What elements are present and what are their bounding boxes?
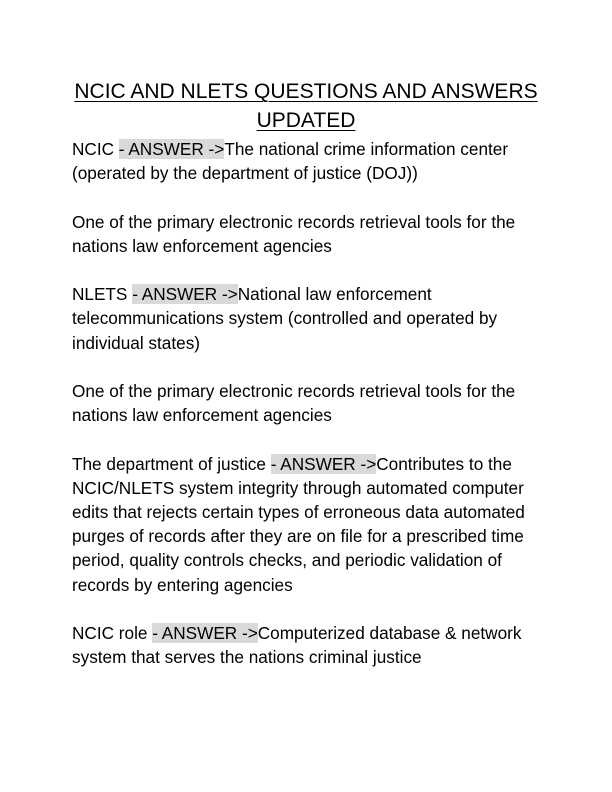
qa-entry-ncic (72, 137, 554, 185)
answer-marker: - ANSWER -> (132, 284, 238, 305)
qa-entry-nlets (72, 282, 554, 355)
question-term: NCIC (72, 139, 119, 159)
plain-paragraph: One of the primary electronic records retrieval tools for the nations law enforcement agencies (72, 380, 516, 426)
answer-text: National law enforcement telecommunications system (controlled and operated by individual states) (72, 284, 498, 353)
qa-entry-ncic-role (72, 621, 554, 669)
answer-text: Contributes to the NCIC/NLETS system integrity through automated computer edits that rejects certain types of erroneous data automated purges of records after they are on file for a prescribed time period, quality controls checks, and periodic validation of records by entering agencies (72, 453, 525, 595)
title-line-1: NCIC AND NLETS QUESTIONS AND ANSWERS (74, 80, 538, 103)
title-line-2: UPDATED (256, 109, 356, 132)
question-term: The department of justice (72, 453, 271, 474)
question-term: NCIC role (72, 622, 153, 643)
document-body (72, 137, 554, 694)
question-term: NLETS (72, 284, 133, 305)
answer-marker: - ANSWER -> (118, 139, 225, 159)
document-title (40, 77, 572, 135)
plain-paragraph: One of the primary electronic records retrieval tools for the nations law enforcement agencies (72, 211, 516, 256)
qa-entry-doj (72, 452, 554, 597)
answer-text: Computerized database & network system that serves the nations criminal justice (72, 622, 522, 668)
answer-marker: - ANSWER -> (152, 622, 258, 643)
answer-text: The national crime information center (operated by the department of justice (DOJ)) (72, 139, 509, 184)
answer-marker: - ANSWER -> (270, 453, 377, 474)
